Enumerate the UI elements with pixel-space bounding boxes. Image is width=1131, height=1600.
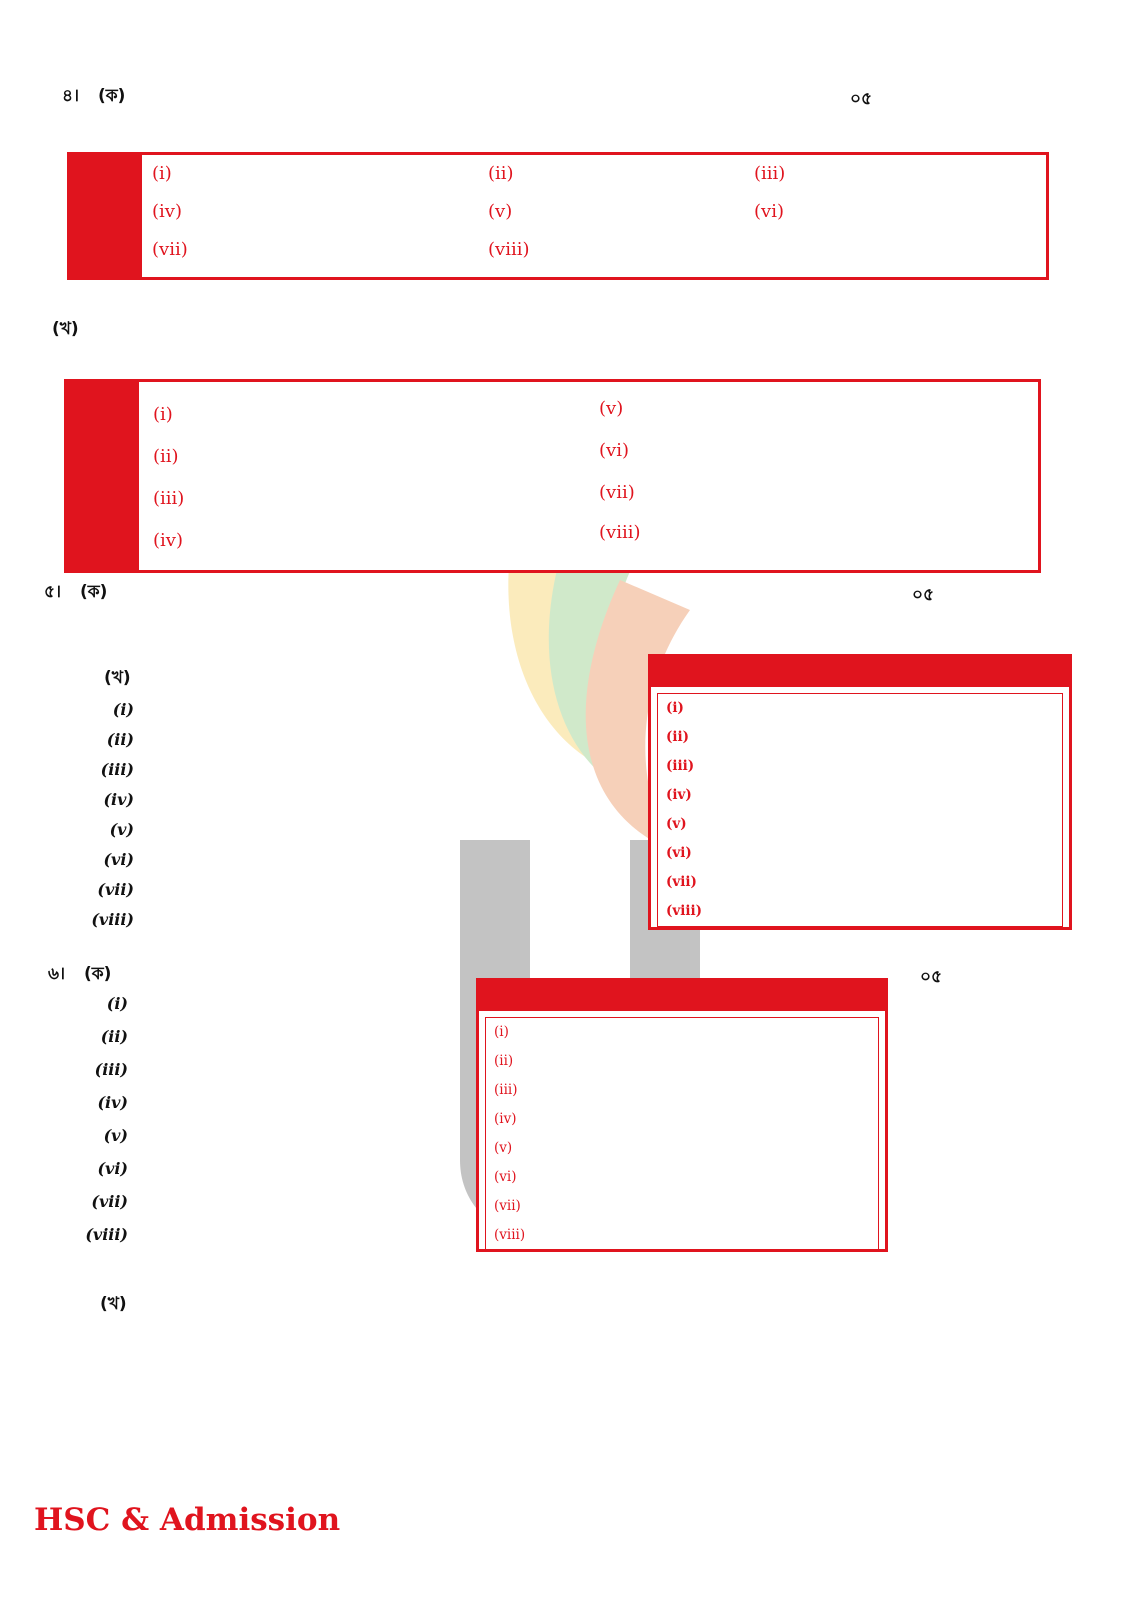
answer-item: (iv) xyxy=(153,530,183,551)
answer-item: (ii) xyxy=(494,1053,514,1069)
question-part-label: (খ) xyxy=(100,1294,127,1314)
answer-item: (iv) xyxy=(152,201,182,222)
answer-item: (vii) xyxy=(666,874,697,890)
answer-item: (iii) xyxy=(666,758,695,774)
question-4a xyxy=(62,84,144,109)
question-part-label: (ক) xyxy=(98,86,126,106)
answer-item: (viii) xyxy=(488,239,530,260)
exercise-sentence: (ii) xyxy=(100,1027,128,1046)
question-5a xyxy=(44,580,126,605)
answer-item: (viii) xyxy=(666,903,703,919)
exercise-sentence: (i) xyxy=(112,700,134,719)
exercise-sentence: (vi) xyxy=(103,850,134,869)
answer-item: (vi) xyxy=(666,845,692,861)
exercise-sentence: (vii) xyxy=(91,1192,128,1211)
question-number: ৫। xyxy=(44,582,62,602)
exercise-sentence: (vii) xyxy=(97,880,134,899)
question-number: ৬। xyxy=(48,964,66,984)
question-6a xyxy=(48,962,130,987)
answer-item: (iii) xyxy=(494,1082,518,1098)
question-number: ৪। xyxy=(62,86,80,106)
answer-item: (vii) xyxy=(599,482,635,503)
answer-item: (iv) xyxy=(666,787,692,803)
question-4b xyxy=(52,317,98,342)
exercise-sentence: (iii) xyxy=(100,760,134,779)
answer-header xyxy=(479,981,885,1011)
answer-item: (i) xyxy=(152,163,172,184)
answer-item: (v) xyxy=(488,201,513,222)
answer-item: (iv) xyxy=(494,1111,517,1127)
answer-item: (v) xyxy=(494,1140,513,1156)
exercise-sentence: (ii) xyxy=(106,730,134,749)
answer-item: (vii) xyxy=(152,239,188,260)
answer-box-4a xyxy=(67,152,1049,280)
question-part-label: (খ) xyxy=(104,668,131,688)
answer-item: (vi) xyxy=(599,440,629,461)
question-marks: ০৫ xyxy=(920,967,943,987)
answer-item: (vii) xyxy=(494,1198,521,1214)
exercise-sentence: (viii) xyxy=(85,1225,128,1244)
footer-program-title: HSC & Admission xyxy=(34,1502,341,1538)
answer-list xyxy=(657,693,1063,927)
exercise-sentence: (v) xyxy=(103,1126,128,1145)
answer-item: (i) xyxy=(153,404,173,425)
exercise-sentence: (iv) xyxy=(97,1093,128,1112)
question-part-label: (খ) xyxy=(52,319,79,339)
answer-label xyxy=(67,382,139,570)
question-part-label: (ক) xyxy=(84,964,112,984)
exercise-sentence: (iii) xyxy=(94,1060,128,1079)
answer-item: (viii) xyxy=(494,1227,526,1243)
question-5b xyxy=(104,666,150,691)
question-6b xyxy=(100,1292,146,1317)
answer-header xyxy=(651,657,1069,687)
answer-item: (ii) xyxy=(488,163,514,184)
answer-item: (viii) xyxy=(599,522,641,543)
answer-item: (vi) xyxy=(494,1169,517,1185)
answer-box-6a xyxy=(476,978,888,1252)
exercise-sentence: (viii) xyxy=(91,910,134,929)
answer-item: (vi) xyxy=(754,201,784,222)
answer-item: (iii) xyxy=(153,488,185,509)
exercise-sentence: (i) xyxy=(106,994,128,1013)
question-part-label: (ক) xyxy=(80,582,108,602)
exercise-sentence: (iv) xyxy=(103,790,134,809)
answer-item: (i) xyxy=(494,1024,509,1040)
answer-box-5b xyxy=(648,654,1072,930)
exercise-sentence: (vi) xyxy=(97,1159,128,1178)
question-marks: ০৫ xyxy=(912,585,935,605)
question-marks: ০৫ xyxy=(850,89,873,109)
answer-list xyxy=(485,1017,879,1251)
answer-label xyxy=(70,155,142,277)
answer-item: (ii) xyxy=(666,729,690,745)
exercise-sentence: (v) xyxy=(109,820,134,839)
answer-item: (v) xyxy=(666,816,687,832)
answer-item: (i) xyxy=(666,700,684,716)
answer-item: (v) xyxy=(599,398,624,419)
answer-box-4b xyxy=(64,379,1041,573)
answer-item: (iii) xyxy=(754,163,786,184)
answer-item: (ii) xyxy=(153,446,179,467)
